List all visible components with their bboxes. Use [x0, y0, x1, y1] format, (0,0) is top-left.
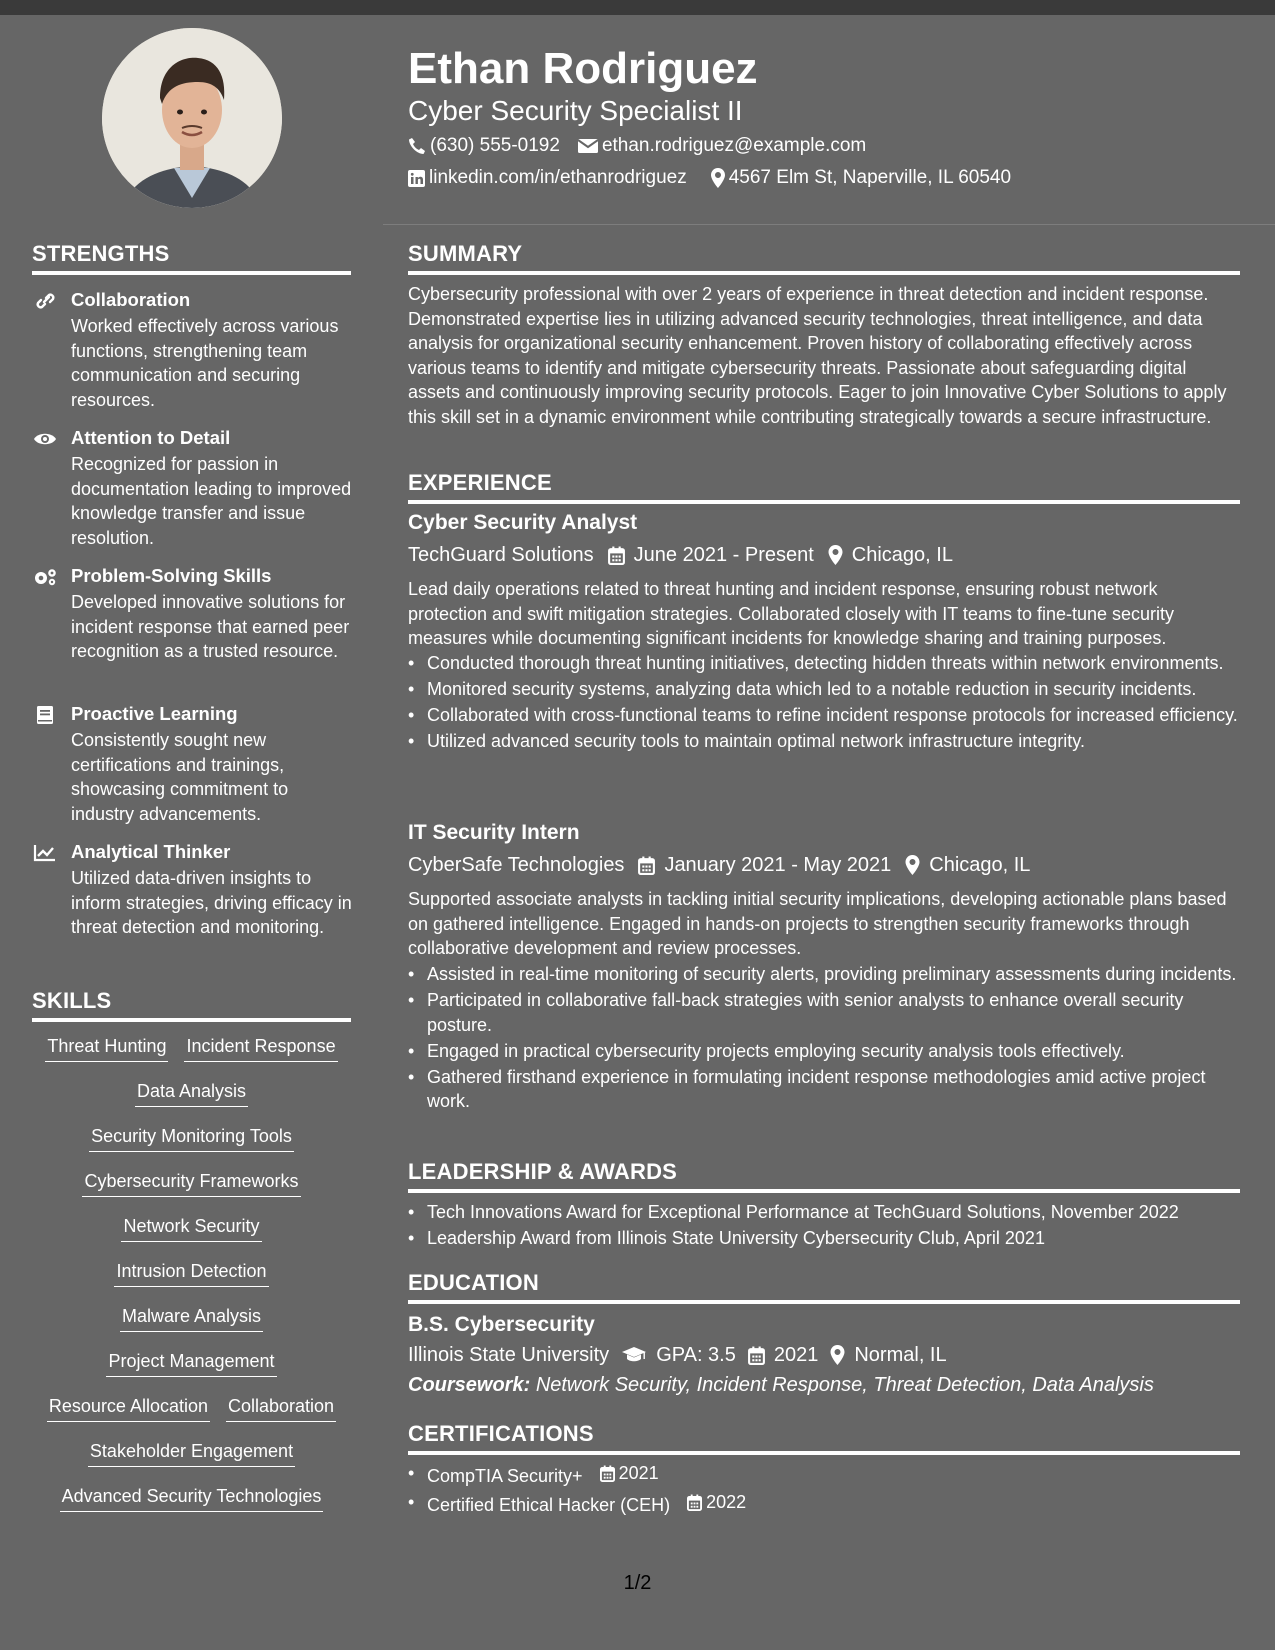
job-meta — [408, 542, 965, 568]
page-number: 1/2 — [623, 1572, 652, 1594]
job-dates: January 2021 - May 2021 — [664, 854, 892, 876]
header-divider — [383, 224, 1275, 225]
job-dates: June 2021 - Present — [633, 544, 814, 566]
link-icon — [32, 291, 58, 311]
company-name: CyberSafe Technologies — [408, 854, 625, 876]
summary-heading: SUMMARY — [408, 240, 1240, 275]
job-title: Cyber Security Analyst — [408, 511, 638, 534]
skill-tag: Incident Response — [184, 1035, 337, 1062]
company-name: TechGuard Solutions — [408, 544, 594, 566]
location-icon — [830, 1345, 845, 1365]
skill-tag: Malware Analysis — [120, 1305, 263, 1332]
list-item: • Collaborated with cross-functional teams to refine incident response protocols for increased efficiency. — [408, 703, 1240, 728]
contact-row-1 — [408, 134, 884, 158]
location-icon — [828, 545, 843, 565]
graduation-year: 2021 — [773, 1344, 819, 1366]
eye-icon — [32, 429, 58, 449]
strength-title: Proactive Learning — [71, 703, 238, 724]
chart-line-icon — [32, 843, 58, 863]
profile-photo — [102, 28, 282, 208]
strength-desc: Worked effectively across various functions, strengthening team communication and securing resources. — [71, 316, 339, 410]
list-item — [408, 1490, 1240, 1517]
education-heading: EDUCATION — [408, 1269, 1240, 1304]
strength-desc: Consistently sought new certifications and trainings, showcasing commitment to industry advancements. — [71, 730, 289, 824]
skills-list — [32, 1035, 351, 1530]
linkedin-icon — [408, 170, 425, 187]
job-bullets — [408, 651, 1240, 755]
skill-tag: Intrusion Detection — [114, 1260, 268, 1287]
skill-tag: Network Security — [121, 1215, 261, 1242]
email-link[interactable]: ethan.rodriguez@example.com — [601, 135, 867, 156]
address-text: 4567 Elm St, Naperville, IL 60540 — [728, 167, 1012, 188]
skill-tag: Stakeholder Engagement — [88, 1440, 295, 1467]
book-icon — [32, 705, 58, 725]
list-item: • Leadership Award from Illinois State University Cybersecurity Club, April 2021 — [408, 1226, 1240, 1251]
cert-year: 2021 — [618, 1463, 659, 1483]
school-name: Illinois State University — [408, 1344, 610, 1366]
list-item: • Monitored security systems, analyzing data which led to a notable reduction in security incidents. — [408, 677, 1240, 702]
skill-tag: Threat Hunting — [45, 1035, 168, 1062]
list-item: • Conducted thorough threat hunting initiatives, detecting hidden threats within network environments. — [408, 651, 1240, 676]
candidate-name: Ethan Rodriguez — [408, 44, 758, 93]
job-bullets — [408, 962, 1240, 1115]
calendar-icon — [687, 1494, 702, 1511]
gears-icon — [32, 567, 58, 587]
phone-number[interactable]: (630) 555-0192 — [430, 135, 560, 156]
graduation-cap-icon — [621, 1346, 647, 1364]
linkedin-link[interactable]: linkedin.com/in/ethanrodriguez — [429, 167, 687, 188]
list-item: • Engaged in practical cybersecurity projects employing security analysis tools effectively. — [408, 1039, 1240, 1064]
calendar-icon — [600, 1465, 615, 1482]
job-meta — [408, 852, 1042, 878]
summary-text: Cybersecurity professional with over 2 years of experience in threat detection and incident response. Demonstrated expertise lies in utilizing advanced security technologies, threat intelligence, and data analysis for organizational security enhancement. Proven history of collaborating effectively across various teams to identify and mitigate cybersecurity threats. Passionate about safeguarding digital assets and continuously improving security protocols. Eager to join Innovative Cyber Solutions to apply this skill set in a dynamic environment while contributing strategically towards a secure infrastructure. — [408, 284, 1227, 427]
skill-tag: Security Monitoring Tools — [89, 1125, 294, 1152]
cert-name: Certified Ethical Hacker (CEH) — [427, 1494, 671, 1515]
strength-title: Attention to Detail — [71, 427, 231, 448]
job-description: Supported associate analysts in tackling initial security implications, developing actionable plans based on gathered intelligence. Engaged in hands-on projects to strengthen security frameworks through collaborative development and review processes. — [408, 889, 1227, 958]
school-location: Normal, IL — [854, 1344, 947, 1366]
email-icon — [578, 138, 598, 154]
certifications-list — [408, 1461, 1240, 1519]
list-item: • Utilized advanced security tools to maintain optimal network infrastructure integrity. — [408, 729, 1240, 754]
list-item — [408, 1461, 1240, 1488]
coursework — [408, 1372, 1154, 1398]
calendar-icon — [748, 1346, 765, 1365]
coursework-label: Coursework: — [408, 1374, 531, 1396]
job-title: IT Security Intern — [408, 821, 580, 844]
skills-heading: SKILLS — [32, 987, 351, 1022]
contact-row-2 — [408, 166, 1029, 190]
list-item: • Tech Innovations Award for Exceptional Performance at TechGuard Solutions, November 2022 — [408, 1200, 1240, 1225]
experience-heading: EXPERIENCE — [408, 469, 1240, 504]
skill-tag: Resource Allocation — [47, 1395, 210, 1422]
top-bar — [0, 0, 1275, 15]
job-description: Lead daily operations related to threat hunting and incident response, ensuring robust network protection and swift mitigation strategies. Collaborated closely with IT teams to fine-tune security measures while documenting significant incidents for knowledge sharing and training purposes. — [408, 579, 1175, 648]
location-icon — [905, 855, 920, 875]
gpa-text: GPA: 3.5 — [656, 1344, 736, 1366]
calendar-icon — [608, 546, 625, 565]
strength-title: Analytical Thinker — [71, 841, 231, 862]
skill-tag: Advanced Security Technologies — [60, 1485, 324, 1512]
calendar-icon — [638, 856, 655, 875]
job-location: Chicago, IL — [851, 544, 953, 566]
candidate-title: Cyber Security Specialist II — [408, 95, 743, 126]
strength-title: Collaboration — [71, 289, 191, 310]
location-icon — [711, 168, 725, 188]
skill-tag: Collaboration — [226, 1395, 336, 1422]
strengths-heading: STRENGTHS — [32, 240, 351, 275]
cert-name: CompTIA Security+ — [427, 1465, 583, 1486]
skill-tag: Project Management — [106, 1350, 276, 1377]
job-location: Chicago, IL — [929, 854, 1031, 876]
certifications-heading: CERTIFICATIONS — [408, 1420, 1240, 1455]
awards-heading: LEADERSHIP & AWARDS — [408, 1158, 1240, 1193]
skill-tag: Cybersecurity Frameworks — [82, 1170, 300, 1197]
strength-desc: Developed innovative solutions for incident response that earned peer recognition as a trusted resource. — [71, 592, 350, 661]
coursework-text: Network Security, Incident Response, Threat Detection, Data Analysis — [535, 1374, 1154, 1396]
list-item: • Assisted in real-time monitoring of security alerts, providing preliminary assessments during incidents. — [408, 962, 1240, 987]
strength-desc: Utilized data-driven insights to inform strategies, driving efficacy in threat detection and monitoring. — [71, 868, 352, 937]
list-item: • Gathered firsthand experience in formulating incident response methodologies amid active project work. — [408, 1065, 1240, 1114]
education-meta — [408, 1342, 959, 1368]
skill-tag: Data Analysis — [135, 1080, 248, 1107]
strength-title: Problem-Solving Skills — [71, 565, 272, 586]
awards-list — [408, 1200, 1240, 1252]
strength-desc: Recognized for passion in documentation leading to improved knowledge transfer and issue resolution. — [71, 454, 352, 548]
degree-title: B.S. Cybersecurity — [408, 1313, 595, 1336]
list-item: • Participated in collaborative fall-back strategies with senior analysts to enhance overall security posture. — [408, 988, 1240, 1037]
cert-year: 2022 — [706, 1491, 747, 1512]
phone-icon — [408, 137, 426, 155]
